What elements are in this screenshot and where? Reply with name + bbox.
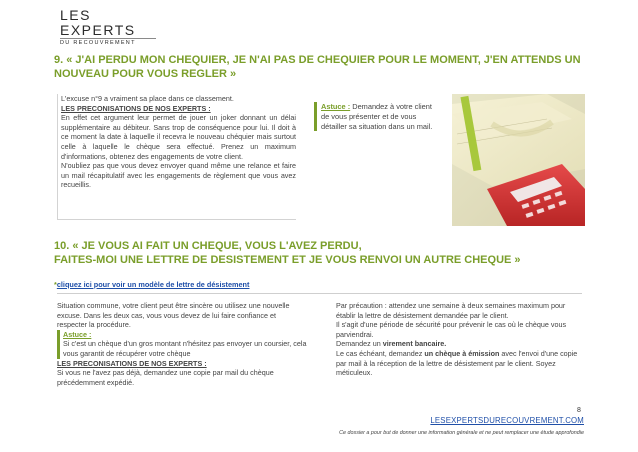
section10-title-line1: 10. « JE VOUS AI FAIT UN CHEQUE, VOUS L'AVEZ PERDU, (54, 240, 362, 252)
section10-link[interactable] (54, 280, 249, 289)
section10-right-p3-pre: Demandez un (336, 339, 383, 349)
section10-right-column (336, 301, 584, 378)
section10-reco-text: Si vous ne l'avez pas déjà, demandez une copie par mail du chèque précédemment expédié. (57, 368, 274, 387)
disclaimer: Ce dossier a pour but de donner une information générale et ne peut remplacer une étude approfondie (339, 430, 584, 436)
section9-reco-text2: N'oubliez pas que vous devez envoyer quand même une relance et faire un mail récapitulatif avec les engagements de règlement que vous avez recueillis. (61, 161, 296, 190)
section10-right-p4-bold: un chèque à émission (424, 348, 500, 358)
section10-right-p2: Il s'agit d'une période de sécurité pour prévenir le cas où le chèque vous parviendrai. (336, 320, 567, 339)
section10-divider (57, 293, 582, 294)
section10-title-line2: FAITES-MOI UNE LETTRE DE DESISTEMENT ET JE VOUS RENVOI UN AUTRE CHEQUE » (54, 254, 521, 266)
section9-title: 9. « J'AI PERDU MON CHEQUIER, JE N'AI PAS DE CHEQUIER POUR LE MOMENT, J'EN ATTENDS UN NOUVEAU POUR VOUS REGLER » (54, 54, 581, 80)
section9-reco-text: En effet cet argument leur permet de jouer un joker donnant un délai supplémentaire au débiteur. Sans trop de conséquence pour lui. Il doit à ce moment la date à laquelle il recevra le nouveau chéquier mais surtout celle à laquelle le chèque sera effectué. Prenez un maximum d'informations, obtenez des engagements de votre client. (61, 113, 296, 161)
link-star: * (54, 280, 57, 289)
section10-right-p4-post: avec l'envoi d'une copie par mail à la réception de la lettre de désistement par le client. Soyez méticuleux. (336, 348, 578, 378)
section10-astuce-label: Astuce : (63, 329, 92, 339)
section10-astuce-text: Si c'est un chèque d'un gros montant n'hésitez pas envoyer un coursier, cela vous garantit de récupérer votre chèque (63, 339, 307, 358)
section9-main-box (57, 94, 296, 220)
section10-title (54, 239, 594, 267)
section10-right-p3-bold: virement bancaire. (382, 339, 447, 349)
section9-astuce (314, 102, 442, 131)
section10-right-p4-pre: Le cas échéant, demandez (336, 348, 425, 358)
section10-left-intro: Situation commune, votre client peut être sincère ou utilisez une nouvelle excuse. Dans les deux cas, vous vous devez de lui faire confiance et respecter la procédure. (57, 301, 290, 330)
section10-astuce (57, 330, 307, 359)
section9-astuce-text: Demandez à votre client de vous présenter et de vous détailler sa situation dans un mail. (321, 102, 433, 131)
section9-astuce-label: Astuce : (321, 102, 351, 111)
logo (60, 8, 160, 46)
letter-template-link[interactable]: cliquez ici pour voir un modèle de lettre de désistement (56, 280, 250, 289)
page-number: 8 (577, 407, 581, 414)
section9-reco-label: LES PRECONISATIONS DE NOS EXPERTS : (61, 103, 211, 113)
site-link[interactable]: LESEXPERTSDURECOUVREMENT.COM (430, 416, 584, 425)
section9-intro: L'excuse n°9 a vraiment sa place dans ce classement. (61, 94, 234, 103)
section10-left-column (57, 301, 307, 387)
calculator-documents-photo-icon (452, 94, 585, 226)
section10-right-p1: Par précaution : attendez une semaine à deux semaines maximum pour établir la lettre de désistement demandée par le client. (336, 301, 566, 320)
section10-reco-label: LES PRECONISATIONS DE NOS EXPERTS : (57, 358, 207, 368)
logo-main-text: LES EXPERTS (60, 7, 136, 38)
logo-sub-text: DU RECOUVREMENT (60, 38, 156, 46)
